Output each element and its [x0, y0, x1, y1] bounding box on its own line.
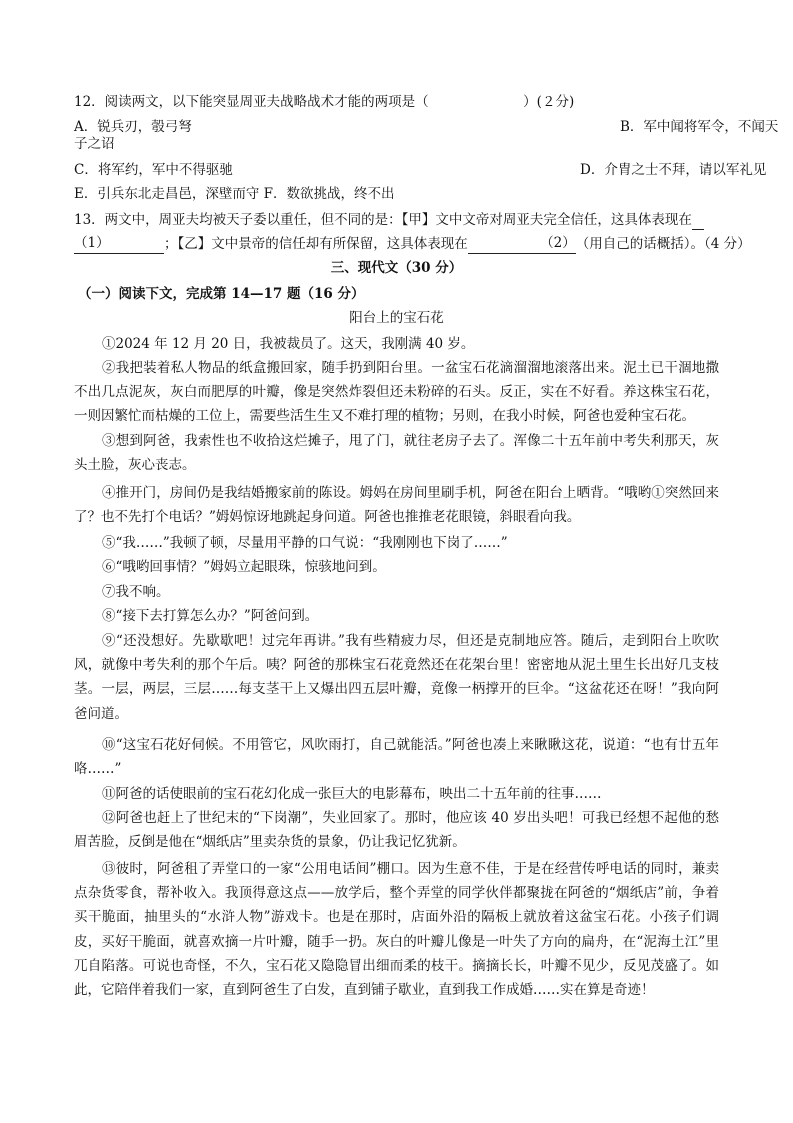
subsection-title: （一）阅读下文，完成第 14—17 题（16 分） — [78, 286, 365, 302]
paragraph: ②我把装着私人物品的纸盒搬回家，随手扔到阳台里。一盆宝石花滴溜溜地滚落出来。泥土已干涸地撒不出几点泥灰，灰白而肥厚的叶瓣，像是突然炸裂但还未粉碎的石头。反正，实在不好看。养这株宝石花，一则因繁忙而枯燥的工位上，需要些活生生又不难打理的植物；另则，在我小时候，阿爸也爱种宝石花。 — [74, 360, 719, 425]
paragraph: ⑨“还没想好。先歇歇吧！过完年再讲。”我有些精疲力尽，但还是克制地应答。随后，走到阳台上吹吹风，就像中考失利的那个午后。咦？阿爸的那株宝石花竟然还在花架台里！密密地从泥土里生长出好几支枝茎。一层，两层，三层……每支茎干上又爆出四五层叶瓣，竟像一柄撑开的巨伞。“这盆花还在呀！”我向阿爸问道。 — [74, 633, 719, 722]
paragraph: ⑦我不响。 — [102, 584, 170, 600]
option-d: D．介胄之士不拜，请以军礼见 — [580, 162, 767, 178]
answer-blank-1-label: （1） — [74, 235, 110, 251]
answer-blank-2[interactable] — [468, 233, 576, 254]
option-b: B．军中闻将军令，不闻天 — [620, 119, 779, 135]
question-12-stem: 12．阅读两文，以下能突显周亚夫战略战术才能的两项是（ ）(２分) — [74, 94, 575, 110]
paragraph: ③想到阿爸，我索性也不收拾这烂摊子，甩了门，就往老房子去了。浑像二十五年前中考失利那天，灰头土脸，灰心丧志。 — [74, 433, 719, 474]
paragraph: ⑥“哦哟回事情？”姆妈立起眼珠，惊骇地问到。 — [102, 559, 386, 575]
option-e-f: E．引兵东北走昌邑，深壁而守 F．数欲挑战，终不出 — [74, 186, 395, 202]
question-13-end: （用自己的话概括）。（4 分） — [575, 236, 751, 252]
paragraph: ⑪阿爸的话使眼前的宝石花幻化成一张巨大的电影幕布，映出二十五年前的往事…… — [102, 786, 602, 802]
option-c: C．将军约，军中不得驱驰 — [74, 162, 233, 178]
question-13-line2 — [74, 233, 751, 254]
answer-blank-trail — [692, 209, 704, 230]
section-title: 三、现代文（30 分） — [330, 260, 463, 276]
article-title: 阳台上的宝石花 — [349, 310, 444, 326]
answer-blank-2-label: （2） — [540, 235, 576, 251]
paragraph: ⑧“接下去打算怎么办？”阿爸问到。 — [102, 608, 319, 624]
question-13-mid: ；【乙】文中景帝的信任却有所保留，这具体表现在 — [164, 236, 468, 252]
question-13-line1 — [74, 209, 704, 230]
paragraph: ⑩“这宝石花好伺候。不用管它，风吹雨打，自己就能活。”阿爸也凑上来瞅瞅这花，说道：“也有廿五年咯……” — [74, 737, 719, 778]
option-a: A．锐兵刃，彀弓弩 — [74, 119, 192, 135]
paragraph: ⑫阿爸也赶上了世纪末的“下岗潮”，失业回家了。那时，他应该 40 岁出头吧！可我已经想不起他的愁眉苦脸，反倒是他在“烟纸店”里卖杂货的景象，仍让我记忆犹新。 — [74, 810, 719, 851]
paragraph: ④推开门，房间仍是我结婚搬家前的陈设。姆妈在房间里刷手机，阿爸在阳台上晒背。“哦哟①突然回来了？也不先打个电话？”姆妈惊讶地跳起身问道。阿爸也推推老花眼镜，斜眼看向我。 — [74, 485, 719, 526]
paragraph: ⑤“我……”我顿了顿，尽量用平静的口气说：“我刚刚也下岗了……” — [102, 535, 508, 551]
paragraph: ①2024 年 12 月 20 日，我被裁员了。这天，我刚满 40 岁。 — [102, 336, 475, 352]
question-13-stem: 13．两文中，周亚夫均被天子委以重任，但不同的是：【甲】文中文帝对周亚夫完全信任，这具体表现在 — [74, 212, 692, 228]
paragraph: ⑬彼时，阿爸租了弄堂口的一家“公用电话间”棚口。因为生意不佳，于是在经营传呼电话的同时，兼卖点杂货零食，帮补收入。我顶得意这点——放学后，整个弄堂的同学伙伴都聚拢在阿爸的“烟纸店”前，争着买干脆面，抽里头的“水浒人物”游戏卡。也是在那时，店面外沿的隔板上就放着这盆宝石花。小孩子们调皮，买好干脆面，就喜欢摘一片叶瓣，随手一扔。灰白的叶瓣儿像是一叶失了方向的扁舟，在“泥海土江”里兀自陷落。可说也奇怪，不久，宝石花又隐隐冒出细而柔的枝干。摘摘长长，叶瓣不见少，反见茂盛了。如此，它陪伴着我们一家，直到阿爸生了白发，直到铺子歇业，直到我工作成婚……实在算是奇迹！ — [74, 861, 719, 999]
answer-blank-1[interactable] — [74, 233, 164, 254]
option-b-continued: 子之诏 — [74, 136, 115, 152]
